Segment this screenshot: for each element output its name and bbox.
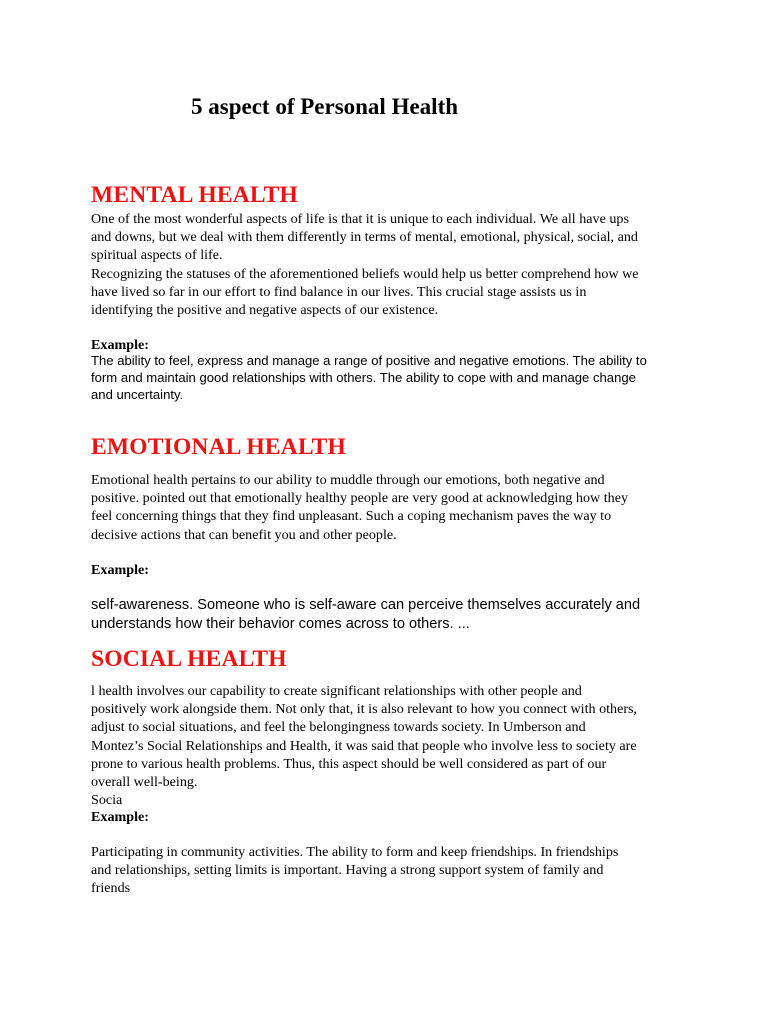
example-line: understands how their behavior comes across to others. ... <box>91 615 470 632</box>
example-line: The ability to feel, express and manage a range of positive and negative emotions. The ability to <box>91 353 647 368</box>
paragraph-line: have lived so far in our effort to find balance in our lives. This crucial stage assists us in <box>91 283 587 300</box>
paragraph-line: positive. pointed out that emotionally healthy people are very good at acknowledging how they <box>91 490 628 507</box>
paragraph-line: overall well-being. <box>91 774 198 791</box>
paragraph-line: prone to various health problems. Thus, this aspect should be well considered as part of our <box>91 755 607 772</box>
section-heading-emotional-health: EMOTIONAL HEALTH <box>91 434 347 460</box>
section-heading-social-health: SOCIAL HEALTH <box>91 646 287 672</box>
social-health-example <box>91 843 691 898</box>
paragraph-line: Emotional health pertains to our ability to muddle through our emotions, both negative and <box>91 472 605 488</box>
paragraph-line: One of the most wonderful aspects of life is that it is unique to each individual. We all have ups <box>91 211 629 227</box>
paragraph-line: l health involves our capability to create significant relationships with other people and <box>91 683 582 699</box>
example-line: Participating in community activities. The ability to form and keep friendships. In friendships <box>91 844 619 860</box>
mental-health-example <box>91 353 691 403</box>
paragraph-line: decisive actions that can benefit you and other people. <box>91 526 397 543</box>
paragraph-line: spiritual aspects of life. <box>91 247 223 264</box>
paragraph-line: Socia <box>91 792 123 809</box>
example-line: friends <box>91 880 131 897</box>
example-line: form and maintain good relationships with others. The ability to cope with and manage change <box>91 369 636 385</box>
paragraph-line: identifying the positive and negative aspects of our existence. <box>91 302 439 319</box>
section-heading-mental-health: MENTAL HEALTH <box>91 182 298 208</box>
paragraph-line: adjust to social situations, and feel the belongingness towards society. In Umberson and <box>91 719 586 736</box>
paragraph-line: feel concerning things that they find unpleasant. Such a coping mechanism paves the way to <box>91 508 612 525</box>
emotional-health-example <box>91 596 691 633</box>
paragraph-line: positively work alongside them. Not only that, it is also relevant to how you connect with others, <box>91 701 638 718</box>
mental-health-example-label: Example: <box>91 337 149 353</box>
social-health-example-label: Example: <box>91 809 149 825</box>
paragraph-line: Recognizing the statuses of the aforementioned beliefs would help us better comprehend how we <box>91 265 639 282</box>
emotional-health-body <box>91 471 691 544</box>
paragraph-line: and downs, but we deal with them differently in terms of mental, emotional, physical, social, and <box>91 229 638 246</box>
social-health-body <box>91 682 691 809</box>
example-line: and uncertainty. <box>91 386 184 402</box>
example-line: and relationships, setting limits is important. Having a strong support system of family and <box>91 862 604 879</box>
document-title: 5 aspect of Personal Health <box>191 94 459 119</box>
emotional-health-example-label: Example: <box>91 562 149 578</box>
example-line: self-awareness. Someone who is self-aware can perceive themselves accurately and <box>91 597 641 613</box>
mental-health-body <box>91 210 691 319</box>
paragraph-line: Montez’s Social Relationships and Health, it was said that people who involve less to society are <box>91 737 637 754</box>
